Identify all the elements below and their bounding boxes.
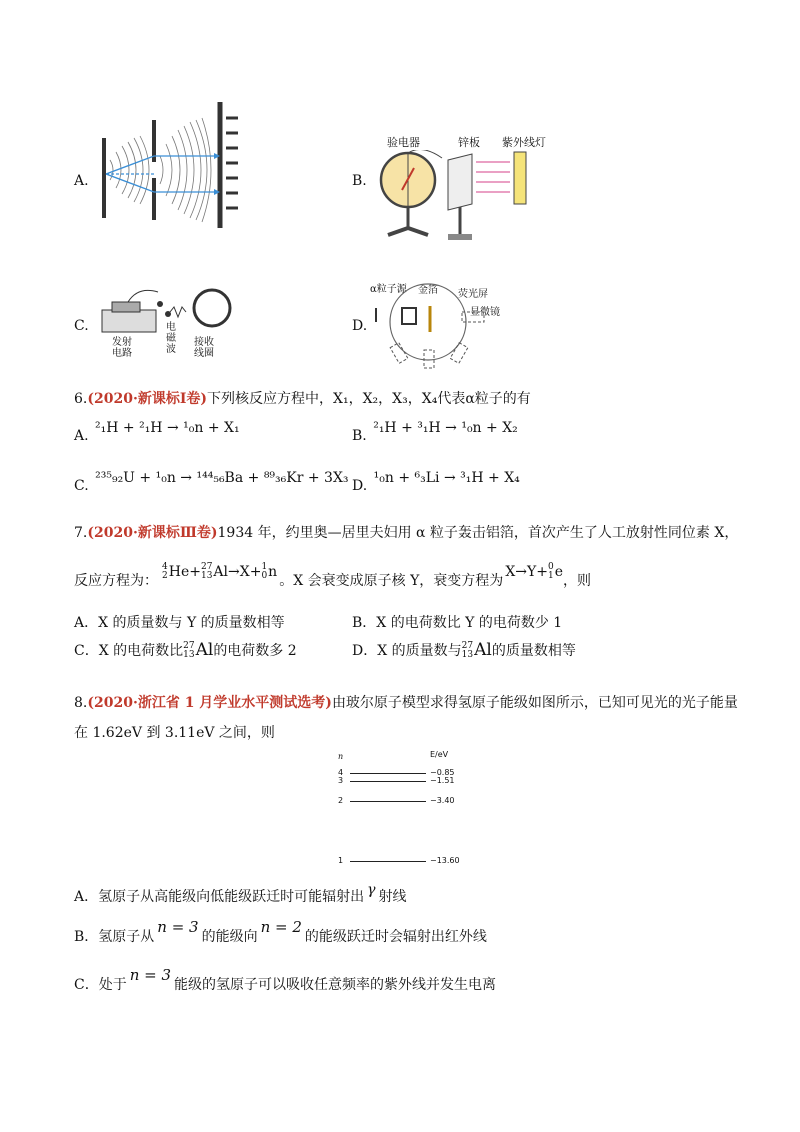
q8-option-c-text-before: 处于 (98, 977, 127, 993)
q7-option-a-text: X 的质量数与 Y 的质量数相等 (98, 615, 285, 631)
q6-stem (74, 388, 531, 408)
q6-option-b-eq: ²₁H + ³₁H → ¹₀n + X₂ (373, 420, 518, 436)
alpha-source-caption: α粒子源 (370, 284, 407, 295)
level-n-1: 1 (338, 856, 344, 865)
option-c-label: C. (74, 318, 89, 334)
q6-option-b-label: B. (352, 428, 367, 444)
q8-option-a-text-before: 氢原子从高能级向低能级跃迁时可能辐射出 (98, 889, 365, 905)
q7-option-b-label: B． (352, 615, 377, 631)
q6-option-a[interactable] (74, 420, 240, 444)
q7-option-b-text: X 的电荷数比 Y 的电荷数少 1 (376, 615, 563, 631)
q6-option-d-label: D. (352, 478, 368, 494)
q8-option-b-n3: n = 3 (157, 918, 199, 936)
q6-number: 6. (74, 391, 88, 407)
level-e-3: −1.51 (430, 776, 455, 785)
q8-option-b-text-after: 的能级跃迁时会辐射出红外线 (304, 929, 487, 945)
q7-number: 7. (74, 525, 88, 541)
q7-option-d[interactable] (352, 640, 576, 660)
energy-level-diagram (330, 752, 480, 872)
q8-option-c-n3: n = 3 (129, 966, 172, 984)
level-n-3: 3 (338, 776, 344, 785)
q8-option-b-n2: n = 2 (260, 918, 302, 936)
q7-option-d-al: 27 13 Al (461, 640, 492, 660)
level-line-3 (350, 781, 426, 782)
q8-stem-line2: 在 1.62eV 到 3.11eV 之间，则 (74, 725, 275, 741)
q6-option-a-label: A. (74, 428, 89, 444)
q6-option-d-eq: ¹₀n + ⁶₃Li → ³₁H + X₄ (373, 470, 520, 486)
level-e-1: −13.60 (430, 856, 460, 865)
gamma-symbol: γ (367, 882, 376, 898)
level-e-4: −0.85 (430, 768, 455, 777)
q7-option-c-al: 27 13 Al (183, 640, 214, 660)
q8-option-b-text-before: 氢原子从 (98, 929, 155, 945)
q7-option-d-text-before: X 的质量数与 (377, 643, 462, 659)
n-axis-header: n (338, 752, 344, 761)
q6-option-a-eq: ²₁H + ²₁H → ¹₀n + X₁ (95, 420, 240, 436)
q6-option-d[interactable] (352, 470, 520, 494)
option-b-label: B. (352, 173, 367, 189)
level-n-4: 4 (338, 768, 344, 777)
q7-reaction-equation: 4 2 He+ 27 13 Al→X+ 1 0 n (162, 562, 278, 581)
q8-option-a[interactable] (74, 882, 407, 906)
q8-stem-line1: 由玻尔原子模型求得氢原子能级如图所示，已知可见光的光子能量 (331, 695, 738, 711)
q7-option-a-label: A． (74, 615, 99, 631)
level-line-1 (350, 861, 426, 862)
q8-option-c-text-after: 能级的氢原子可以吸收任意频率的紫外线并发生电离 (174, 977, 497, 993)
level-n-2: 2 (338, 796, 344, 805)
q8-option-b-text-mid: 的能级向 (201, 929, 258, 945)
q8-option-c-label: C． (74, 977, 99, 993)
microscope-caption: 显微镜 (470, 307, 500, 318)
q8-source: (2020·浙江省 1 月学业水平测试选考) (87, 695, 332, 711)
q7-source: (2020·新课标Ⅲ卷) (87, 525, 218, 541)
zinc-plate-caption: 锌板 (458, 136, 480, 149)
level-line-4 (350, 773, 426, 774)
energy-axis-header: E/eV (430, 750, 449, 759)
q8-option-a-text-after: 射线 (378, 889, 407, 905)
transmitter-caption: 发射电路 (112, 337, 132, 359)
q7-option-d-text-after: 的质量数相等 (491, 643, 576, 659)
q7-option-c-text-after: 的电荷数多 2 (213, 643, 297, 659)
electroscope-caption: 验电器 (387, 136, 420, 149)
q8-number: 8. (74, 695, 88, 711)
q8-stem (74, 692, 738, 712)
option-a-label: A. (74, 173, 89, 189)
q7-option-d-label: D． (352, 643, 378, 659)
q7-option-c-label: C． (74, 643, 99, 659)
q7-option-c[interactable] (74, 640, 297, 660)
photoelectric-figure (372, 150, 542, 245)
q7-line2-suffix: ，则 (563, 573, 592, 589)
q7-option-a[interactable] (74, 612, 285, 632)
screen-caption: 荧光屏 (458, 289, 488, 300)
q7-stem-text: 1934 年，约里奥—居里夫妇用 α 粒子轰击铝箔，首次产生了人工放射性同位素 X， (217, 525, 739, 541)
diffraction-figure (96, 100, 246, 230)
q7-decay-equation: X→Y+ 0 1 e (505, 562, 564, 581)
q8-option-c[interactable] (74, 966, 497, 994)
q8-option-b[interactable] (74, 918, 487, 946)
gold-foil-caption: 金箔 (418, 285, 438, 296)
q6-stem-text: 下列核反应方程中，X₁，X₂，X₃，X₄代表α粒子的有 (207, 391, 531, 407)
q8-option-a-label: A． (74, 889, 99, 905)
q7-stem (74, 522, 738, 542)
q7-line2-prefix: 反应方程为： (74, 573, 158, 589)
q6-option-c[interactable] (74, 470, 349, 494)
level-e-2: −3.40 (430, 796, 455, 805)
uv-lamp-caption: 紫外线灯 (502, 136, 546, 149)
scattering-figure (372, 282, 502, 372)
q8-option-b-label: B． (74, 929, 99, 945)
q7-option-c-text-before: X 的电荷数比 (98, 643, 184, 659)
q7-equation-line (74, 562, 592, 589)
q6-option-b[interactable] (352, 420, 518, 444)
receiver-caption: 接收线圈 (194, 337, 214, 359)
q7-option-b[interactable] (352, 612, 562, 632)
option-d-label: D. (352, 318, 368, 334)
em-wave-caption: 电磁波 (166, 322, 176, 355)
level-line-2 (350, 801, 426, 802)
q6-option-c-eq: ²³⁵₉₂U + ¹₀n → ¹⁴⁴₅₆Ba + ⁸⁹₃₆Kr + 3X₃ (95, 470, 349, 486)
q7-line2-mid: 。X 会衰变成原子核 Y，衰变方程为 (279, 573, 504, 589)
q6-option-c-label: C. (74, 478, 89, 494)
q6-source: (2020·新课标Ⅰ卷) (87, 391, 207, 407)
